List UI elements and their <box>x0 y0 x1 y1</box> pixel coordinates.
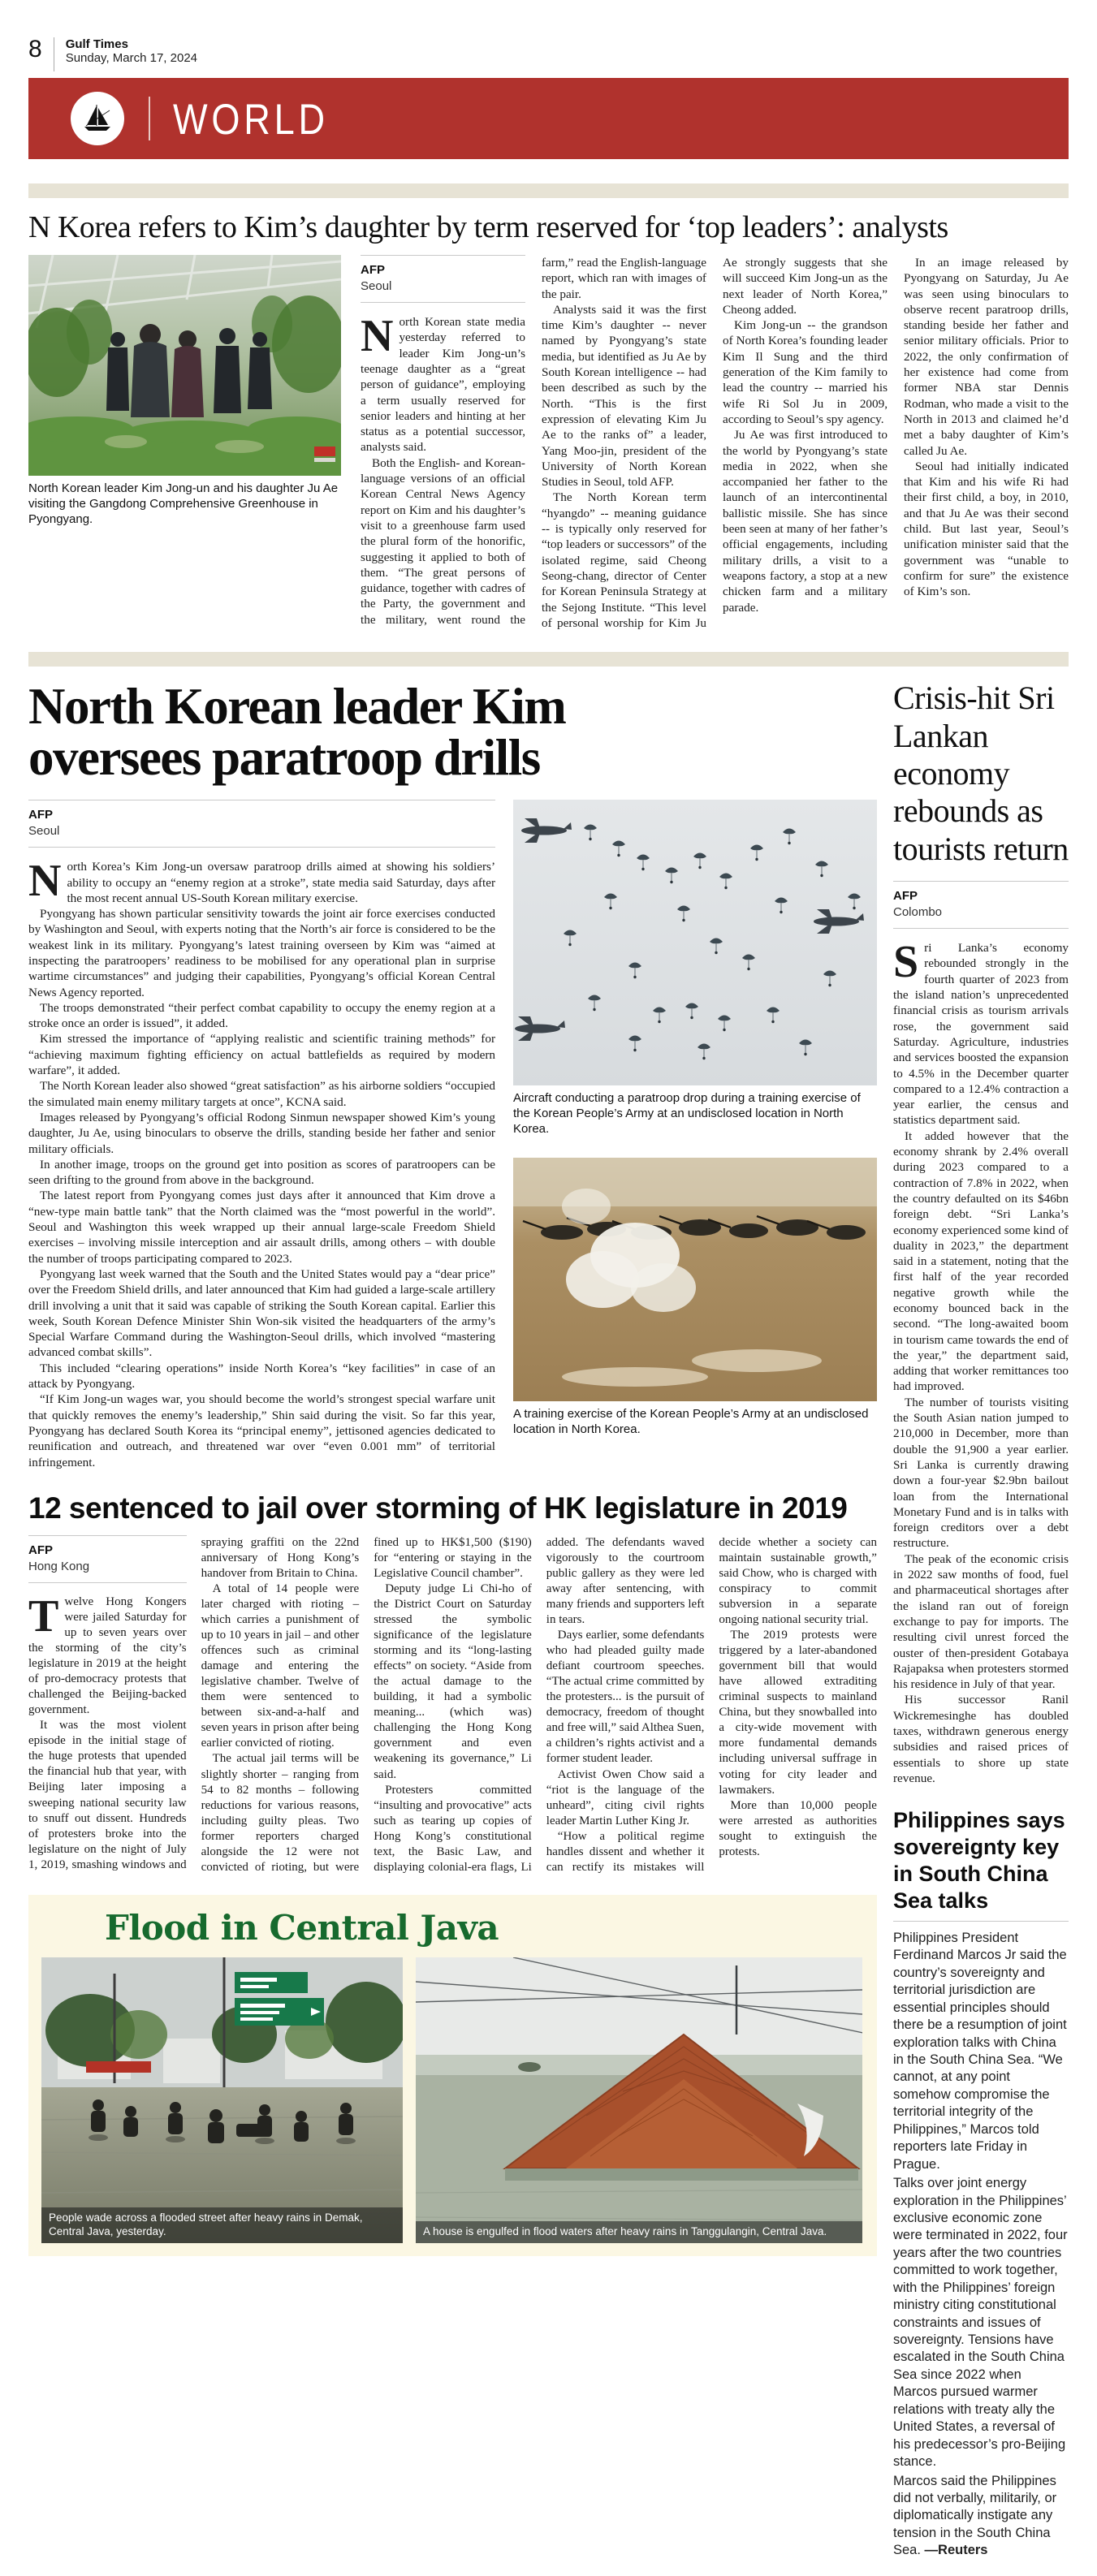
article-paragraph: The North Korean leader also showed “great satisfaction” as his airborne soldiers “occupied the simulated main enemy military targets at once”, KCNA said. <box>28 1079 495 1109</box>
article-paragraph: Activist Owen Chow said a “riot is the language of the unheard”, citing civil rights leader Martin Luther King Jr. <box>546 1767 705 1827</box>
article-paragraph: It added however that the economy shrank by 2.4% overall during 2023 compared to a contraction of 7.8% in 2022, when the country defaulted on its $46bn foreign debt. “Sri Lanka’s economy experienced some kind of duality in 2023,” the department said in a statement, noting that the first half of the year recorded negative growth while the economy bounced back in the second. “The long-awaited boom in tourism came towards the end of the year,” the department said, adding that worker remittances too had improved. <box>893 1128 1069 1394</box>
article-philippines-body <box>893 1930 1069 2560</box>
flood-title: Flood in Central Java <box>105 1907 499 1948</box>
flood-street-caption: People wade across a flooded street after heavy rains in Demak, Central Java, yesterday. <box>41 2207 403 2243</box>
greenhouse-figure <box>28 255 341 631</box>
flood-panel <box>28 1895 877 2256</box>
article-paragraph: “If Kim Jong-un wages war, you should become the world’s strongest special warfare unit that quickly removes the enemy’s leadership,” Shin said during the visit. So far this year, Pyongyang has declared South Korea its “principal enemy”, jettisoned agencies dedicated to reunification and outreach, and threatened war over “even 0.001 mm” of territorial infringement. <box>28 1392 495 1469</box>
article-paragraph: Pyongyang last week warned that the South and the United States would pay a “dear price” over the Freedom Shield drills, and later announced that Kim had guided a large-scale artillery drill involving a unit that it said was capable of striking the South Korean capital. Earlier this week, South Korean Defence Minister Shin Won-sik visited the headquarters of the army’s Special Warfare Command during the Washington-Seoul drills, which involved “mastering advanced combat skills”. <box>28 1266 495 1360</box>
training-figure <box>513 1158 877 1438</box>
article-paragraph: Kim Jong-un -- the grandson of North Korea’s founding leader Kim Il Sung and the third generation of the Kim family to lead the country -- married his wife Ri Sol Ju in 2009, according to Seoul’s spy agency. <box>723 318 888 426</box>
article-paragraph: This included “clearing operations” inside North Korea’s “key facilities” in case of an attack by Pyongyang. <box>28 1361 495 1392</box>
article-paragraph: Seoul had initially indicated that Kim and his wife Ri had their first child, a boy, in 2010, and that Ju Ae was their second child. But last year, Seoul’s unification minister said that the government was “unable to confirm for sure” the existence of Kim’s son. <box>904 459 1069 599</box>
article-paratroop-body <box>28 800 495 1470</box>
masthead <box>28 0 1069 71</box>
article-paragraph: Pyongyang has shown particular sensitivity towards the joint air force exercises conducted by Washington and Seoul, with experts noting that the North’s air force is considered to be the weakest link in its military. Pyongyang’s latest training overseen by Kim was “aimed at inspecting the paratroopers’ readiness to be mobilised for any operational plan in surprise wartime circumstances” and judging their capabilities, Pyongyang’s official Korean Central News Agency reported. <box>28 907 495 999</box>
headline-philippines: Philippines says sovereignty key in South China Sea talks <box>893 1808 1065 1914</box>
page-number: 8 <box>28 36 42 63</box>
article-paragraph: North Korea’s Kim Jong-un oversaw paratroop drills aimed at showing his soldiers’ ability to occupy an “enemy region at a stroke”, state media said Saturday, days after the most recent annual US-South Korean military exercise. <box>28 856 495 907</box>
paper-date: Sunday, March 17, 2024 <box>65 51 198 66</box>
kicker-paratroop <box>28 800 495 848</box>
kicker-srilanka <box>893 881 1069 929</box>
article-philippines <box>893 1807 1069 2560</box>
divider-band <box>28 183 1069 198</box>
article-paragraph: Sri Lanka’s economy rebounded strongly in the fourth quarter of 2023 from the island nation’s unprecedented financial crisis as tourism arrivals rose, the government said Saturday. Agriculture, industries and services boosted the expansion to 4.5% in the December quarter compared to a 12.4% contraction a year earlier, the census and statistics department said. <box>893 937 1069 1128</box>
article-paragraph: Protesters committed “insulting and provocative” acts such as tearing up copies of Hong Kong’s constitutional text, the Basic Law, and displaying colonial-era flags, Li added. The defendants waved vigorously to the courtroom public gallery as they were led away after sentencing, with many friends and supporters left in tears. <box>374 1535 705 1874</box>
article-hk <box>28 1491 877 1875</box>
kicker-location: Seoul <box>28 824 60 839</box>
kicker-location: Hong Kong <box>28 1559 90 1573</box>
source-credit: —Reuters <box>924 2543 988 2558</box>
article-philippines-paragraphs <box>893 1930 1069 2471</box>
paradrop-caption: Aircraft conducting a paratroop drop during a training exercise of the Korean People’s Army at an undisclosed location in North Korea. <box>513 1091 861 1136</box>
article-paragraph: The troops demonstrated “their perfect combat capability to occupy the enemy region at a stroke once an order is issued”, it added. <box>28 1000 495 1031</box>
kicker-agency: AFP <box>28 808 53 822</box>
article-paragraph: The actual jail terms will be slightly shorter – ranging from 54 to 82 months – following reductions for various reasons, including guilty pleas. Two former reporters charged alongside the 12 were not convicted of rioting, but were fined up to HK$1,500 ($190) for “entering or staying in the Legislative Council chamber”. <box>201 1535 532 1874</box>
article-paragraph: The North Korean term “hyangdo” -- meaning guidance -- is typically only reserved for “top leaders or successors” of the isolated regime, said Cheong Seong-chang, director of Center for Korean Peninsula Strategy at the Sejong Institute. “This level of personal worship for Kim Ju Ae strongly suggests that she will succeed Kim Jong-un as the next leader of North Korea,” Cheong added. <box>542 256 888 630</box>
dhow-logo-icon <box>71 92 124 145</box>
article-paragraph: Days earlier, some defendants who had pleaded guilty made defiant courtroom speeches. “The actual crime committed by the protesters... is the pursuit of democracy, freedom of thought and free will,” said Althea Suen, a children’s rights activist and a former student leader. <box>546 1629 705 1766</box>
kicker-agency: AFP <box>361 263 385 277</box>
article-paragraph: Twelve Hong Kongers were jailed Saturday for up to seven years over the storming of the city’s legislature in 2019 at the height of pro-democracy protests that challenged the Beijing-backed government. <box>28 1590 187 1717</box>
headline-rule <box>893 1921 1069 1922</box>
greenhouse-caption: North Korean leader Kim Jong-un and his daughter Ju Ae visiting the Gangdong Comprehensive Greenhouse in Pyongyang. <box>28 481 339 526</box>
article-paragraph: His successor Ranil Wickremesinghe has doubled taxes, withdrawn generous energy subsidies and raised prices of essentials to shore up state revenue. <box>893 1693 1069 1785</box>
kicker-location: Seoul <box>361 279 392 294</box>
article-paragraph: “How a political regime handles dissent and whether it can rectify its mistakes will decide whether a society can maintain sustainable growth,” said Chow, who is charged with conspiracy to commit subversion in a separate ongoing national security trial. <box>546 1535 877 1874</box>
article-srilanka-body <box>893 881 1069 1786</box>
article-paragraph: Kim stressed the importance of “applying realistic and scientific training methods” for “achieving maximum fighting efficiency on actual battlefields as required by modern warfare”, it added. <box>28 1032 495 1078</box>
article-paratroop-paragraphs <box>28 856 495 1470</box>
article-srilanka-paragraphs <box>893 937 1069 1786</box>
training-photo <box>513 1158 877 1401</box>
headline-daughter: N Korea refers to Kim’s daughter by term reserved for ‘top leaders’: analysts <box>28 210 948 244</box>
article-daughter-body <box>361 255 1069 631</box>
flood-house-photo <box>416 1957 862 2243</box>
article-paragraph: Both the English- and Korean-language versions of an official Korean Central News Agency report on Kim and his daughter’s visit to a greenhouse farm used the plural form of the honorific, suggesting it applied to both of them. “The great persons of guidance, together with cadres of the Party, the government and the military, went round the farm,” read the English-language report, which ran with images of the pair. <box>361 256 706 627</box>
article-paratroop <box>28 800 877 1470</box>
headline-hk: 12 sentenced to jail over storming of HK legislature in 2019 <box>28 1491 848 1525</box>
photo-watermark <box>314 447 335 456</box>
kicker-location: Colombo <box>893 905 943 920</box>
paper-title: Gulf Times <box>65 37 128 51</box>
article-hk-body <box>28 1535 877 1875</box>
article-paragraph: The 2019 protests were triggered by a later-abandoned government bill that would have allowed extraditing criminal suspects to mainland China, but they snowballed into a city-wide movement with more fundamental demands including universal suffrage in voting for city leader and lawmakers. <box>719 1629 877 1797</box>
dhow-boat-icon <box>80 101 115 136</box>
article-paragraph: In an image released by Pyongyang on Saturday, Ju Ae was seen using binoculars to observe recent paratroop drills, standing beside her father and senior military officials. Prior to 2022, the only confirmation of her existence had come from former NBA star Dennis Rodman, who made a visit to the North in 2013 and claimed he’d met a baby daughter of Kim’s called Ju Ae. <box>904 256 1069 458</box>
article-paragraph: A total of 14 people were later charged with rioting – which carries a punishment of up to 10 years in jail – and other offences such as criminal damage and entering the legislative chamber. Twelve of them were sentenced to between six-and-a-half and seven years in prison after being earlier convicted of rioting. <box>201 1581 360 1750</box>
article-paragraph: Images released by Pyongyang’s official Rodong Sinmun newspaper showed Kim’s young daughter, Ju Ae, using binoculars to observe the drills, standing beside her father and senior military officials. <box>28 1110 495 1156</box>
flood-house-caption: A house is engulfed in flood waters after heavy rains in Tanggulangin, Central Java. <box>416 2221 862 2243</box>
main-left-column <box>28 673 877 2561</box>
article-paragraph: Ju Ae was first introduced to the world by Pyongyang’s state media in 2022, when she accompanied her father to the launch of an intercontinental ballistic missile. She has since been seen at many of her father’s official engagements, including military drills, a visit to a weapons factory, a stop at a new chicken farm and a military parade. <box>723 428 888 615</box>
flood-street-photo <box>41 1957 403 2243</box>
paradrop-photo <box>513 800 877 1085</box>
article-daughter-paragraphs <box>361 255 1069 631</box>
article-paragraph: The number of tourists visiting the South Asian nation jumped to 210,000 in December, more than double the 91,900 a year earlier. Sri Lanka is currently drawing down a four-year $2.9bn bailout loan from the International Monetary Fund and is in talks with foreign creditors over a debt restructure. <box>893 1395 1069 1551</box>
kicker-agency: AFP <box>28 1543 53 1557</box>
article-paragraph: More than 10,000 people were arrested as authorities sought to extinguish the protests. <box>719 1798 877 1858</box>
article-paragraph: It was the most violent episode in the initial stage of the huge protests that upended the financial hub that year, with Beijing later imposing a sweeping national security law to snuff out dissent. Hundreds of protesters broke into the legislature on the night of July 1, 2019, smashing windows and spraying graffiti on the 22nd anniversary of Hong Kong’s handover from Britain to China. <box>28 1535 360 1871</box>
paratroop-photos <box>513 800 877 1470</box>
banner-rule <box>149 97 150 140</box>
article-paragraph: The peak of the economic crisis in 2022 saw months of food, fuel and pharmaceutical shortages after the island ran out of foreign exchange to pay for imports. The resulting civil unrest forced the ouster of then-president Gotabaya Rajapaksa when protesters stormed his residence in July of that year. <box>893 1551 1069 1692</box>
article-paragraph: Analysts said it was the first time Kim’s daughter -- never named by Pyongyang’s state media, but identified as Ju Ae by South Korean intelligence -- had been described as such by the North. “This is the first expression of elevating Kim Ju Ae to the ranks of” a leader, Yang Moo-jin, president of the University of North Korean Studies in Seoul, told AFP. <box>542 302 706 490</box>
section-label: WORLD <box>173 94 329 143</box>
divider-band <box>28 652 1069 667</box>
last-paragraph-text: Marcos said the Philippines did not verbally, militarily, or diplomatically instigate any tension in the South China Sea. <box>893 2473 1057 2558</box>
article-paragraph: In another image, troops on the ground get into position as scores of paratroopers can be seen drifting to the ground from above in the background. <box>28 1157 495 1188</box>
article-paragraph: North Korean state media yesterday referred to leader Kim Jong-un’s teenage daughter as a “great person of guidance”, employing a term usually reserved for senior leaders and hinting at her status as a potential successor, analysts said. <box>361 311 525 455</box>
article-hk-paragraphs <box>28 1535 877 1875</box>
article-paragraph: Deputy judge Li Chi-ho of the District Court on Saturday stressed the symbolic significance of the legislature storming and its “long-lasting effects” on society. “Aside from the actual damage to the building, it had a symbolic meaning... (which was) challenging the Hong Kong government and even weakening its governance,” Li said. <box>374 1581 532 1781</box>
kicker-agency: AFP <box>893 889 918 904</box>
masthead-titles <box>66 37 197 66</box>
headline-srilanka: Crisis-hit Sri Lankan economy rebounds as tourists return <box>893 680 1069 867</box>
article-paragraph: Talks over joint energy exploration in the Philippines’ exclusive economic zone were terminated in 2022, four years after the two countries committed to work together, with the Philippines’ foreign ministry citing constitutional constraints and issues of sovereignty. Tensions have escalated in the South China Sea since 2022 when Marcos pursued warmer relations with treaty ally the United States, a reversal of his predecessor’s pro-Beijing stance. <box>893 2176 1068 2470</box>
headline-paratroop: North Korean leader Kim oversees paratroop drills <box>28 678 566 787</box>
paradrop-figure <box>513 800 877 1137</box>
kicker-daughter <box>361 255 525 303</box>
right-rail <box>893 673 1069 2561</box>
section-banner <box>28 78 1069 159</box>
kicker-hk <box>28 1535 187 1583</box>
greenhouse-photo <box>28 255 341 476</box>
article-daughter <box>28 255 1069 631</box>
training-caption: A training exercise of the Korean People’s Army at an undisclosed location in North Korea. <box>513 1407 869 1437</box>
article-paragraph <box>893 2473 1069 2560</box>
article-paragraph: The latest report from Pyongyang comes just days after it announced that Kim drove a “new-type main battle tank” that the North claimed was the “most powerful in the world”. Seoul and Washington this week wrapped up their annual large-scale Freedom Shield exercises – involving missile interception and air assault drills, among others – with double the number of troops participating compared to 2023. <box>28 1189 495 1266</box>
article-paragraph: Philippines President Ferdinand Marcos Jr said the country’s sovereignty and territorial jurisdiction are essential principles should there be a resumption of joint exploration talks with China in the South China Sea. “We cannot, at any point somehow compromise the territorial integrity of the Philippines,” Marcos told reporters late Friday in Prague. <box>893 1930 1067 2172</box>
